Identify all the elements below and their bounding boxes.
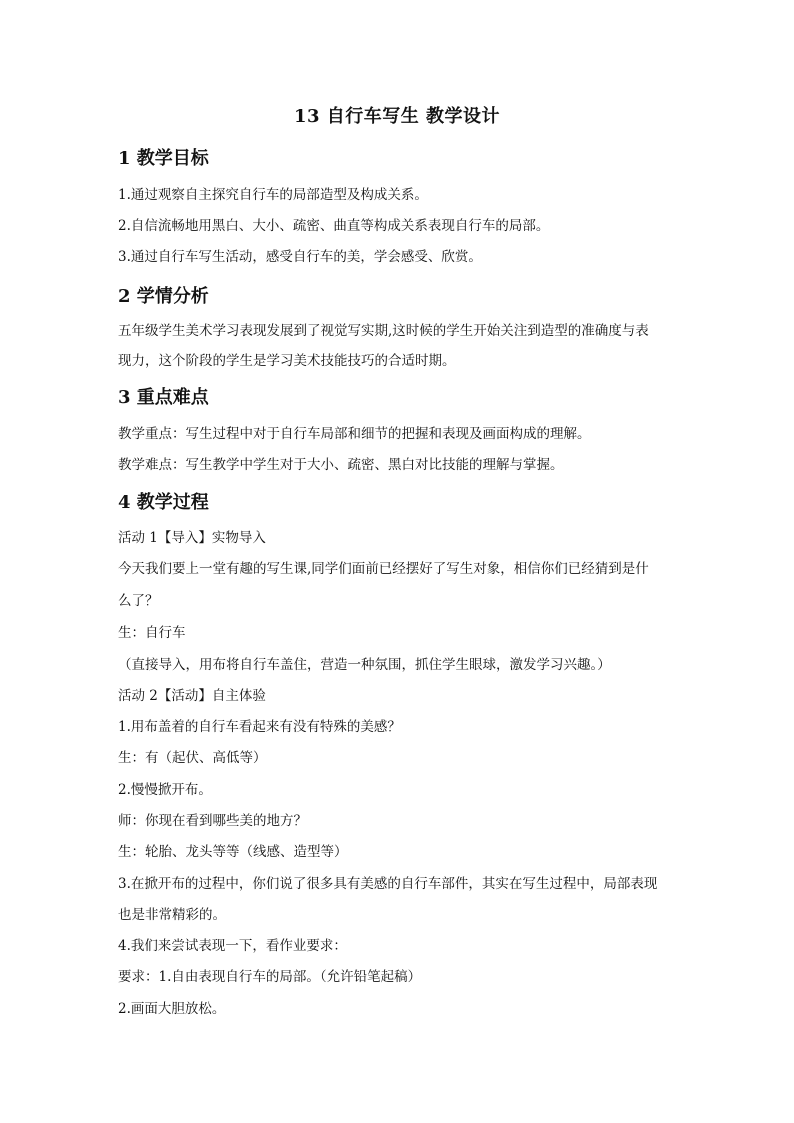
paragraph-line: 3.通过自行车写生活动，感受自行车的美，学会感受、欣赏。 bbox=[118, 249, 482, 265]
paragraph-line: 2.自信流畅地用黑白、大小、疏密、曲直等构成关系表现自行车的局部。 bbox=[118, 218, 550, 234]
paragraph-line: 五年级学生美术学习表现发展到了视觉写实期,这时候的学生开始关注到造型的准确度与表 bbox=[118, 323, 649, 339]
paragraph-line: 么了？ bbox=[118, 593, 159, 609]
paragraph-line: 活动 1【导入】实物导入 bbox=[118, 530, 266, 546]
paragraph-line: 1.通过观察自主探究自行车的局部造型及构成关系。 bbox=[118, 187, 428, 203]
paragraph-line: 生：有（起伏、高低等） bbox=[118, 750, 267, 766]
document-title: 13 自行车写生 教学设计 bbox=[293, 106, 501, 127]
paragraph-line: （直接导入，用布将自行车盖住，营造一种氛围，抓住学生眼球，激发学习兴趣。） bbox=[118, 657, 611, 673]
paragraph-line: 4.我们来尝试表现一下，看作业要求： bbox=[118, 938, 347, 954]
paragraph-line: 教学重点：写生过程中对于自行车局部和细节的把握和表现及画面构成的理解。 bbox=[118, 426, 591, 442]
paragraph-line: 师：你现在看到哪些美的地方？ bbox=[118, 813, 307, 829]
section-heading-key-points: 3 重点难点 bbox=[118, 387, 209, 408]
paragraph-line: 生：自行车 bbox=[118, 625, 186, 641]
paragraph-line: 现力，这个阶段的学生是学习美术技能技巧的合适时期。 bbox=[118, 353, 456, 369]
paragraph-line: 3.在掀开布的过程中，你们说了很多具有美感的自行车部件，其实在写生过程中，局部表现 bbox=[118, 876, 658, 892]
paragraph-line: 1.用布盖着的自行车看起来有没有特殊的美感？ bbox=[118, 719, 401, 735]
paragraph-line: 今天我们要上一堂有趣的写生课,同学们面前已经摆好了写生对象，相信你们已经猜到是什 bbox=[118, 561, 649, 577]
paragraph-line: 生：轮胎、龙头等等（线感、造型等） bbox=[118, 844, 348, 860]
section-heading-teaching-goals: 1 教学目标 bbox=[118, 148, 209, 169]
paragraph-line: 活动 2【活动】自主体验 bbox=[118, 688, 266, 704]
paragraph-line: 2.慢慢掀开布。 bbox=[118, 782, 212, 798]
section-heading-teaching-process: 4 教学过程 bbox=[118, 492, 209, 513]
paragraph-line: 也是非常精彩的。 bbox=[118, 907, 226, 923]
section-heading-student-analysis: 2 学情分析 bbox=[118, 286, 209, 307]
paragraph-line: 要求：1.自由表现自行车的局部。（允许铅笔起稿） bbox=[118, 969, 422, 985]
paragraph-line: 教学难点：写生教学中学生对于大小、疏密、黑白对比技能的理解与掌握。 bbox=[118, 457, 564, 473]
paragraph-line: 2.画面大胆放松。 bbox=[118, 1001, 226, 1017]
